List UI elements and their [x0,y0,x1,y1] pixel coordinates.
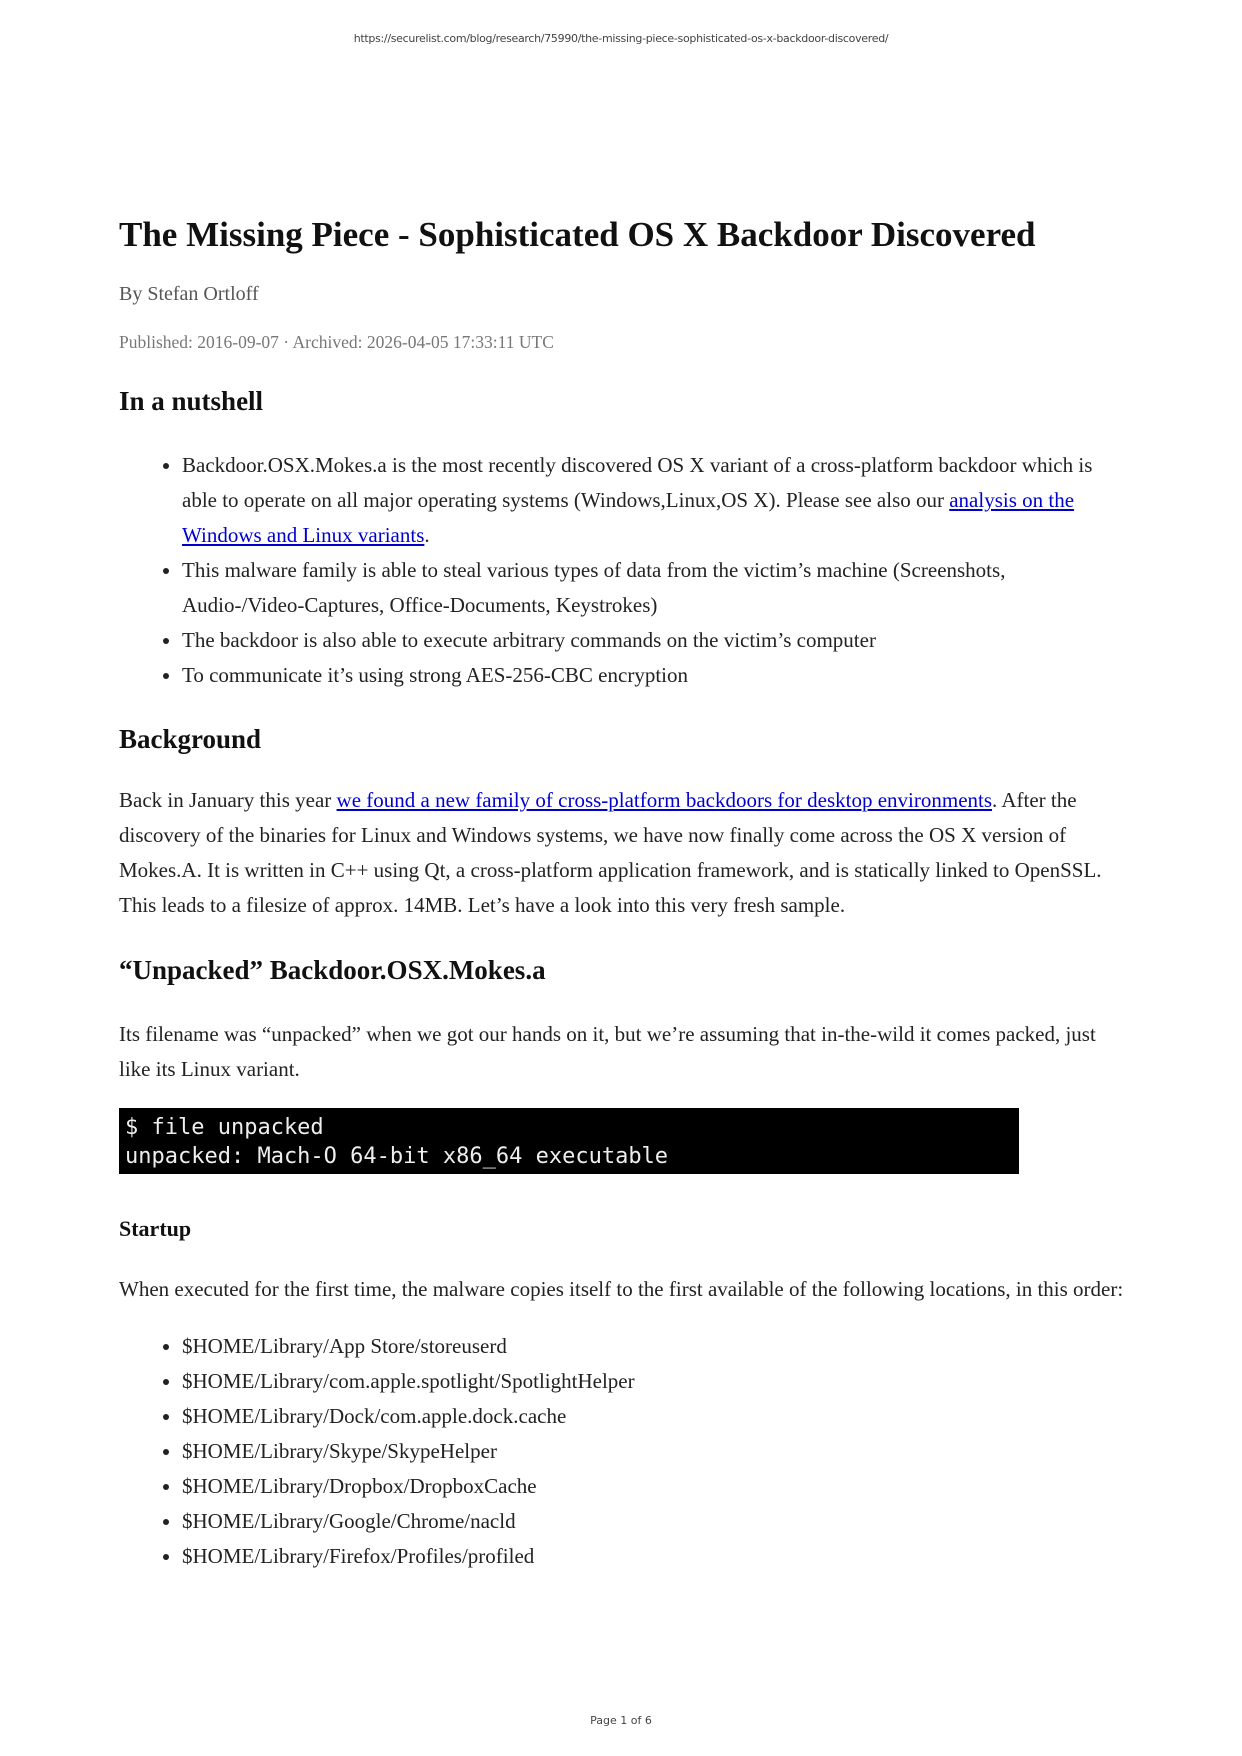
item-text: . [424,523,430,547]
paragraph-text: Back in January this year [119,788,337,812]
background-paragraph [119,783,1124,923]
nutshell-list [119,448,1124,693]
item-text: Backdoor.OSX.Mokes.a is the most recently discovered OS X variant of a cross-platform backdoor which is able to operate on all major operating systems (Windows,Linux,OS X). Please see also our [182,453,1093,512]
terminal-screenshot [119,1108,1019,1174]
paragraph-text: . After the discovery of the binaries for Linux and Windows systems, we have now finally come across the OS X version of Mokes.A. It is written in C++ using Qt, a cross-platform application framework, and is statically linked to OpenSSL. This leads to a filesize of approx. 14MB. Let’s have a look into this very fresh sample. [119,788,1102,917]
list-item: • $HOME/Library/Firefox/Profiles/profiled [182,1539,1124,1574]
paths-list [119,1329,1124,1574]
heading-background: Background [119,724,262,754]
unpacked-paragraph: Its filename was “unpacked” when we got our hands on it, but we’re assuming that in-the-wild it comes packed, just like its Linux variant. [119,1022,1096,1081]
list-item: • $HOME/Library/Dock/com.apple.dock.cache [182,1399,1124,1434]
heading-nutshell: In a nutshell [119,386,264,416]
list-item: • This malware family is able to steal various types of data from the victim’s machine (Screenshots, Audio-/Video-Captures, Office-Documents, Keystrokes) [182,553,1124,623]
heading-unpacked: “Unpacked” Backdoor.OSX.Mokes.a [119,955,546,985]
family-link[interactable]: we found a new family of cross-platform backdoors for desktop environments [336,788,993,812]
terminal-line: $ file unpacked [125,1115,324,1140]
list-item: • The backdoor is also able to execute arbitrary commands on the victim’s computer [182,623,1124,658]
publish-meta: Published: 2016-09-07 · Archived: 2026-04-05 17:33:11 UTC [119,332,554,352]
list-item: • $HOME/Library/App Store/storeuserd [182,1329,1124,1364]
list-item: • $HOME/Library/Google/Chrome/nacld [182,1504,1124,1539]
page-number: Page 1 of 6 [590,1714,652,1727]
list-item: • To communicate it’s using strong AES-256-CBC encryption [182,658,1124,693]
article [119,212,1124,1574]
terminal-line: unpacked: Mach-O 64-bit x86_64 executable [125,1144,669,1169]
list-item [182,448,1124,553]
list-item: • $HOME/Library/Dropbox/DropboxCache [182,1469,1124,1504]
page-url: https://securelist.com/blog/research/75990/the-missing-piece-sophisticated-os-x-backdoor-discovered/ [353,32,889,45]
byline: By Stefan Ortloff [119,283,259,305]
list-item: • $HOME/Library/Skype/SkypeHelper [182,1434,1124,1469]
page-title: The Missing Piece - Sophisticated OS X Backdoor Discovered [119,215,1036,254]
startup-paragraph: When executed for the first time, the malware copies itself to the first available of the following locations, in this order: [119,1277,1124,1301]
list-item: • $HOME/Library/com.apple.spotlight/SpotlightHelper [182,1364,1124,1399]
analysis-link[interactable]: analysis on the Windows and Linux variants [182,488,1075,547]
heading-startup: Startup [119,1216,192,1241]
